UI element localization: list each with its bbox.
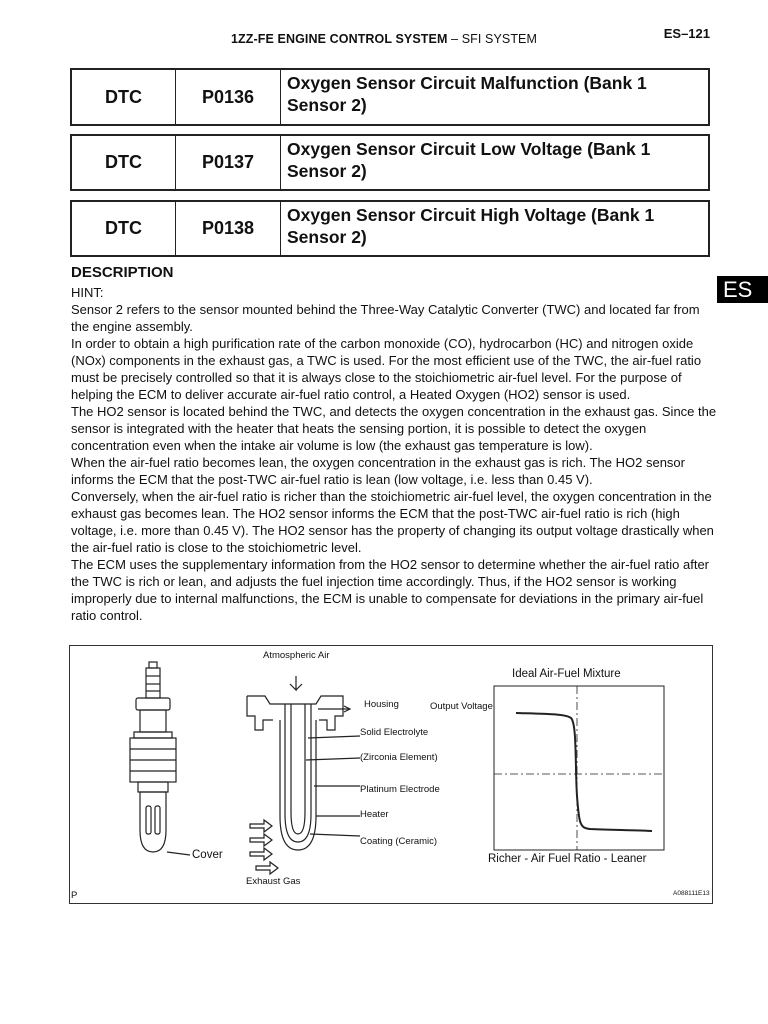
label-exhaust-gas: Exhaust Gas xyxy=(246,876,301,887)
sensor-cross-section xyxy=(247,676,360,874)
header-title-rest: SFI SYSTEM xyxy=(461,32,538,46)
dtc-title: Oxygen Sensor Circuit High Voltage (Bank 1 Sensor 2) xyxy=(287,205,655,247)
dtc-code: P0137 xyxy=(176,136,281,189)
graph-x-label: Richer - Air Fuel Ratio - Leaner xyxy=(488,853,647,865)
label-heater: Heater xyxy=(360,809,389,820)
dtc-label: DTC xyxy=(72,136,176,189)
description-body xyxy=(71,284,719,624)
label-platinum: Platinum Electrode xyxy=(360,784,440,795)
paragraph: The HO2 sensor is located behind the TWC, and detects the oxygen concentration in the exhaust gas. Since the sensor is integrated with the heater that heats the sensing portion, it is possible to detect the oxygen concentration even when the intake air volume is low (the exhaust gas temperature is low). xyxy=(71,404,717,453)
paragraph: HINT: xyxy=(71,285,104,300)
dtc-row-p0138 xyxy=(70,200,710,257)
page-number: ES–121 xyxy=(663,26,710,41)
paragraph: Sensor 2 refers to the sensor mounted behind the Three-Way Catalytic Converter (TWC) and located far from the engine assembly. xyxy=(71,302,700,334)
dtc-title: Oxygen Sensor Circuit Low Voltage (Bank 1 Sensor 2) xyxy=(287,139,651,181)
header-dash: – xyxy=(451,32,459,46)
voltage-graph xyxy=(494,686,664,850)
label-atmospheric-air: Atmospheric Air xyxy=(263,650,330,661)
dtc-row-p0137 xyxy=(70,134,710,191)
paragraph: Conversely, when the air-fuel ratio is richer than the stoichiometric air-fuel level, the oxygen concentration in the exhaust gas becomes lean. The HO2 sensor informs the ECM that the post-TWC air-fuel ratio is rich (high voltage, i.e. more than 0.45 V). The HO2 sensor has the property of changing its output voltage drastically when the air-fuel ratio is close to the stoichiometric level. xyxy=(71,489,714,555)
dtc-row-p0136 xyxy=(70,68,710,126)
graph-y-label: Output Voltage xyxy=(430,701,493,712)
dtc-code: P0136 xyxy=(176,70,281,124)
running-header xyxy=(0,32,768,46)
label-solid-electrolyte: Solid Electrolyte xyxy=(360,727,429,738)
label-coating: Coating (Ceramic) xyxy=(360,836,438,847)
dtc-title: Oxygen Sensor Circuit Malfunction (Bank 1 Sensor 2) xyxy=(287,73,647,115)
label-housing: Housing xyxy=(364,699,399,710)
figure-corner-mark: P xyxy=(71,890,78,901)
dtc-label: DTC xyxy=(72,202,176,255)
dtc-code: P0138 xyxy=(176,202,281,255)
paragraph: When the air-fuel ratio becomes lean, the oxygen concentration in the exhaust gas is rich. The HO2 sensor informs the ECM that the post-TWC air-fuel ratio is lean (low voltage, i.e. less than 0.45 V). xyxy=(71,455,685,487)
paragraph: The ECM uses the supplementary information from the HO2 sensor to determine whether the air-fuel ratio after the TWC is rich or lean, and adjusts the fuel injection time accordingly. Thus, if the HO2 sensor is working improperly due to internal malfunctions, the ECM is unable to compensate for deviations in the primary air-fuel ratio control. xyxy=(71,557,710,623)
header-title-bold: 1ZZ-FE ENGINE CONTROL SYSTEM xyxy=(230,32,448,46)
paragraph: In order to obtain a high purification rate of the carbon monoxide (CO), hydrocarbon (HC) and nitrogen oxide (NOx) components in the exhaust gas, a TWC is used. For the most efficient use of the TWC, the air-fuel ratio must be precisely controlled so that it is always close to the stoichiometric air-fuel level. For the purpose of helping the ECM to deliver accurate air-fuel ratio control, a Heated Oxygen (HO2) sensor is used. xyxy=(71,336,702,402)
ho2-sensor-figure xyxy=(69,645,713,904)
figure-drawing xyxy=(70,646,714,905)
sensor-side-view xyxy=(130,662,190,855)
label-cover: Cover xyxy=(192,849,223,861)
dtc-label: DTC xyxy=(72,70,176,124)
description-heading: DESCRIPTION xyxy=(71,264,174,281)
figure-id: A088111E13 xyxy=(673,890,710,897)
graph-title: Ideal Air-Fuel Mixture xyxy=(512,668,621,680)
section-tab-es[interactable]: ES xyxy=(717,276,768,303)
label-zirconia: (Zirconia Element) xyxy=(360,752,438,763)
